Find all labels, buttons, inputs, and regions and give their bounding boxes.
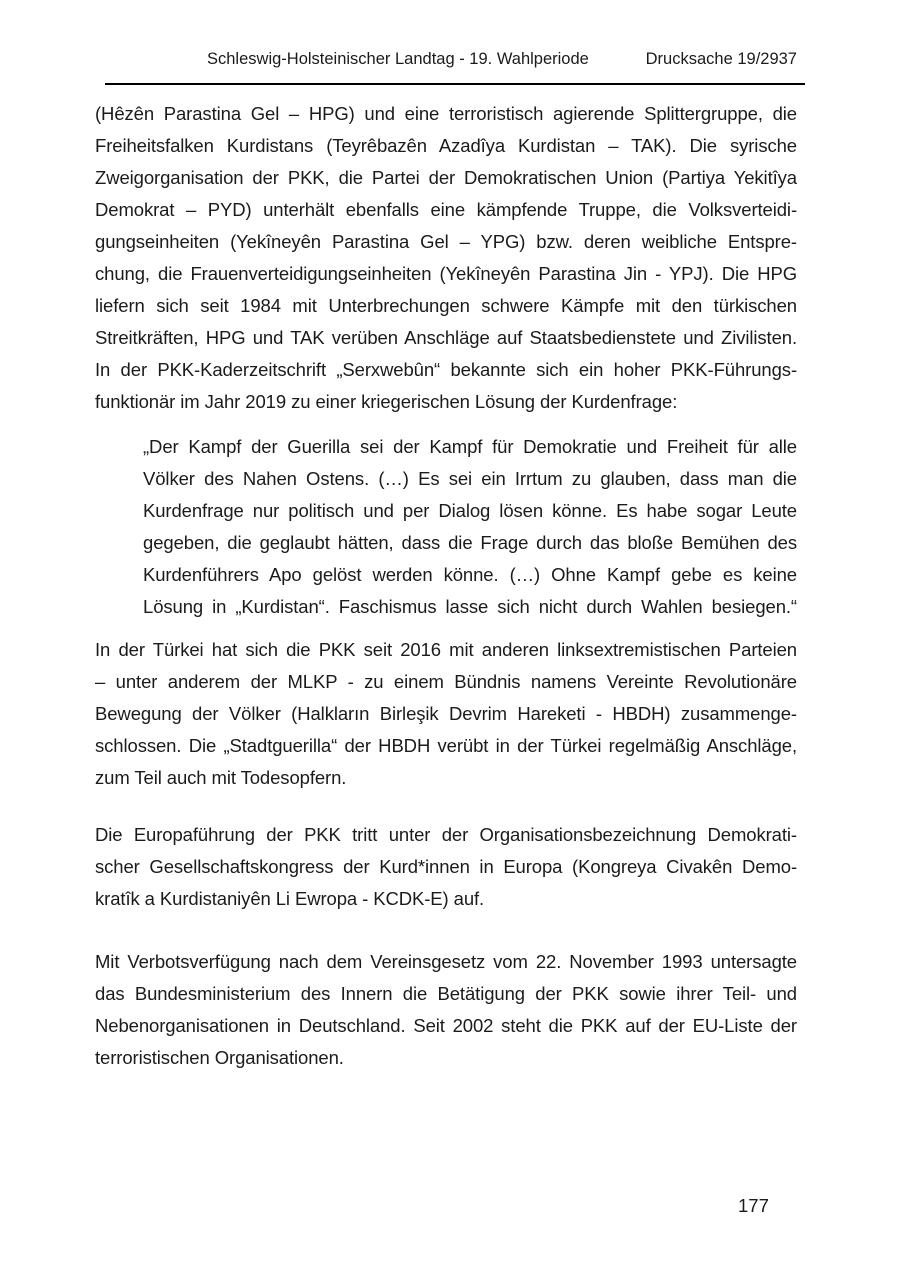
text-line: Demokrat – PYD) unterhält ebenfalls eine kämpfende Truppe, die Volksverteidi- <box>95 199 797 220</box>
text-line: Bewegung der Völker (Halkların Birleşik Devrim Hareketi - HBDH) zusammenge- <box>95 703 797 724</box>
text-line: – unter anderem der MLKP - zu einem Bündnis namens Vereinte Revolutionäre <box>95 671 797 692</box>
text-line: Mit Verbotsverfügung nach dem Vereinsgesetz vom 22. November 1993 untersagte <box>95 951 797 972</box>
text-line: In der PKK-Kaderzeitschrift „Serxwebûn“ bekannte sich ein hoher PKK-Führungs- <box>95 359 797 380</box>
header-rule <box>105 83 805 85</box>
text-line: Lösung in „Kurdistan“. Faschismus lasse sich nicht durch Wahlen besiegen.“ <box>143 596 797 617</box>
text-line: In der Türkei hat sich die PKK seit 2016 mit anderen linksextremistischen Parteien <box>95 639 797 660</box>
text-line: liefern sich seit 1984 mit Unterbrechungen schwere Kämpfe mit den türkischen <box>95 295 797 316</box>
text-line: Kurdenfrage nur politisch und per Dialog lösen könne. Es habe sogar Leute <box>143 500 797 521</box>
text-line: Kurdenführers Apo gelöst werden könne. (…) Ohne Kampf gebe es keine <box>143 564 797 585</box>
header-left-text: Schleswig-Holsteinischer Landtag - 19. Wahlperiode <box>207 50 589 68</box>
text-line: Zweigorganisation der PKK, die Partei der Demokratischen Union (Partiya Yekitîya <box>95 167 797 188</box>
text-line: „Der Kampf der Guerilla sei der Kampf für Demokratie und Freiheit für alle <box>143 436 797 457</box>
text-line: gegeben, die geglaubt hätten, dass die Frage durch das bloße Bemühen des <box>143 532 797 553</box>
text-line: schlossen. Die „Stadtguerilla“ der HBDH verübt in der Türkei regelmäßig Anschläge, <box>95 735 797 756</box>
text-line: Streitkräften, HPG und TAK verüben Anschläge auf Staatsbedienstete und Zivilisten. <box>95 327 797 348</box>
header-right-text: Drucksache 19/2937 <box>645 50 797 68</box>
text-line: Völker des Nahen Ostens. (…) Es sei ein Irrtum zu glauben, dass man die <box>143 468 797 489</box>
text-line: Die Europaführung der PKK tritt unter der Organisationsbezeichnung Demokrati- <box>95 824 797 845</box>
paragraph <box>95 819 797 915</box>
blockquote <box>143 431 797 623</box>
text-line: zum Teil auch mit Todesopfern. <box>95 767 347 788</box>
page-number: 177 <box>738 1195 769 1216</box>
text-line: chung, die Frauenverteidigungseinheiten (Yekîneyên Parastina Jin - YPJ). Die HPG <box>95 263 797 284</box>
text-line: das Bundesministerium des Innern die Betätigung der PKK sowie ihrer Teil- und <box>95 983 797 1004</box>
text-line: (Hêzên Parastina Gel – HPG) und eine terroristisch agierende Splittergruppe, die <box>95 103 797 124</box>
text-line: funktionär im Jahr 2019 zu einer kriegerischen Lösung der Kurdenfrage: <box>95 391 678 412</box>
text-line: Freiheitsfalken Kurdistans (Teyrêbazên Azadîya Kurdistan – TAK). Die syrische <box>95 135 797 156</box>
text-line: Nebenorganisationen in Deutschland. Seit 2002 steht die PKK auf der EU-Liste der <box>95 1015 797 1036</box>
paragraph <box>95 98 797 418</box>
text-line: gungseinheiten (Yekîneyên Parastina Gel – YPG) bzw. deren weibliche Entspre- <box>95 231 797 252</box>
document-body <box>95 98 797 1074</box>
text-line: terroristischen Organisationen. <box>95 1047 344 1068</box>
text-line: kratîk a Kurdistaniyên Li Ewropa - KCDK-E) auf. <box>95 888 485 909</box>
paragraph <box>95 634 797 794</box>
text-line: scher Gesellschaftskongress der Kurd*innen in Europa (Kongreya Civakên Demo- <box>95 856 797 877</box>
page-header <box>95 48 797 70</box>
paragraph <box>95 946 797 1074</box>
